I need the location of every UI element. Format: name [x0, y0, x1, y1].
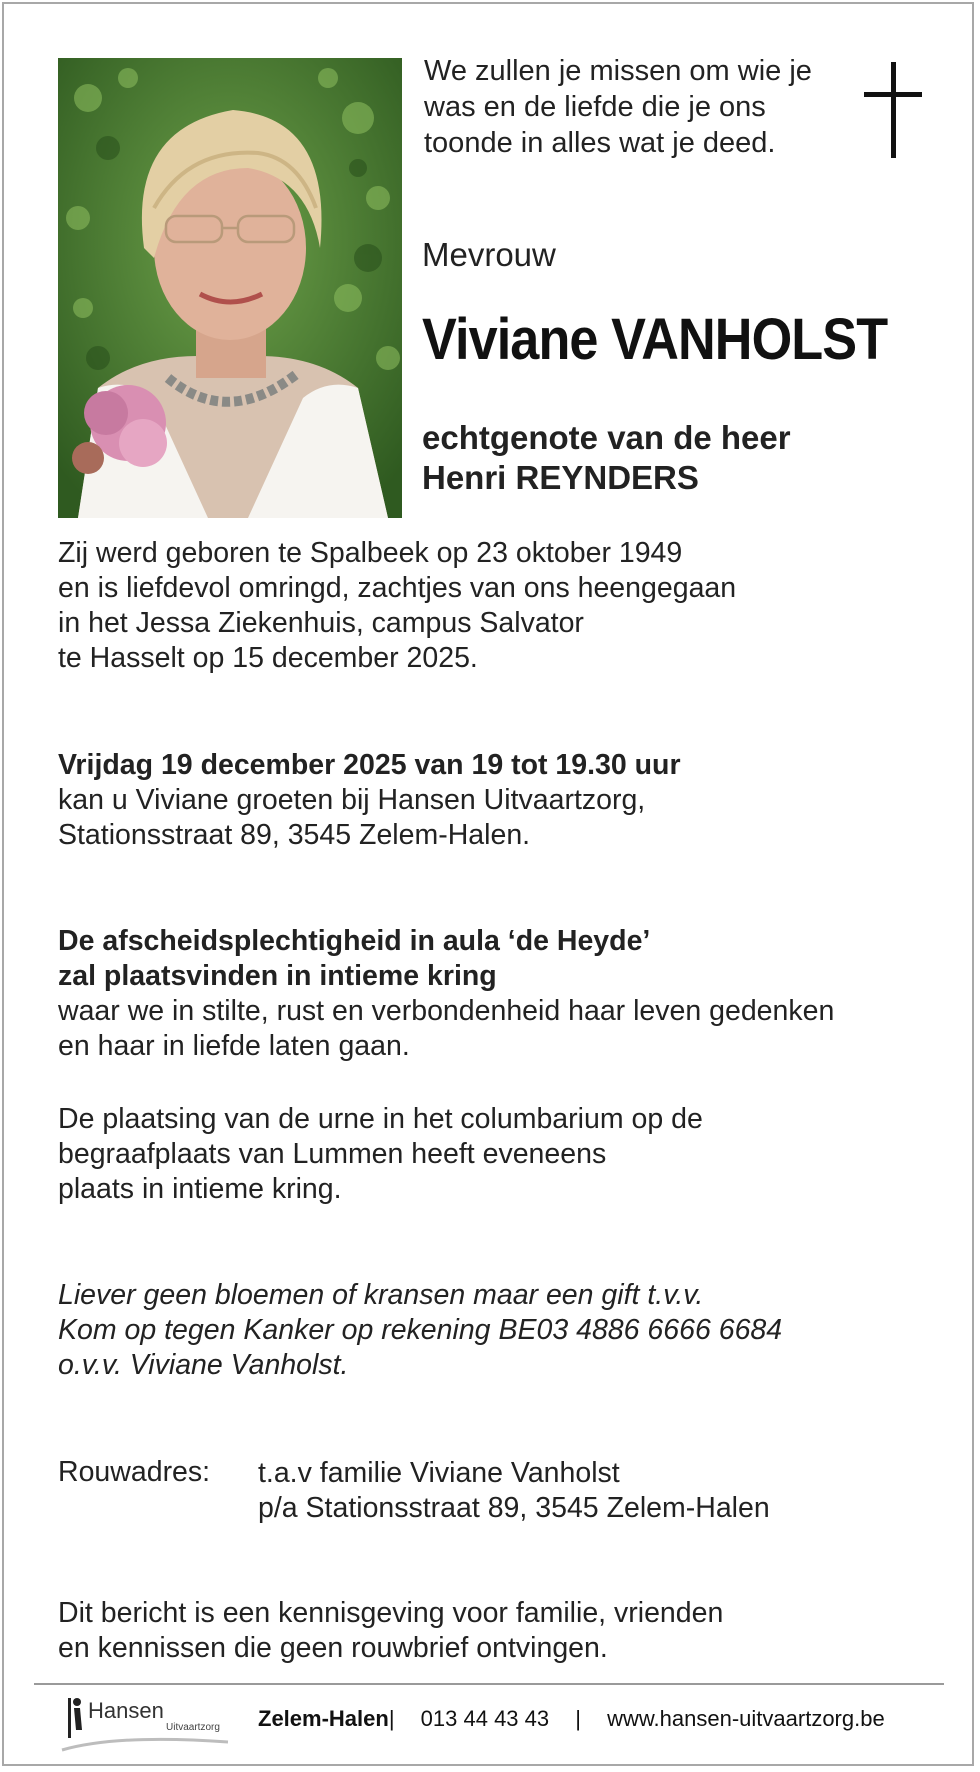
opening-quote — [424, 53, 844, 161]
quote-line: We zullen je missen om wie je — [424, 55, 812, 87]
footer-phone[interactable]: 013 44 43 43 — [420, 1706, 550, 1731]
text-line: Stationsstraat 89, 3545 Zelem-Halen. — [58, 819, 531, 851]
text-line: waar we in stilte, rust en verbondenheid haar leven gedenken — [58, 995, 835, 1027]
text-line: en haar in liefde laten gaan. — [58, 1030, 410, 1062]
text-line: Dit bericht is een kennisgeving voor familie, vrienden — [58, 1597, 724, 1629]
text-line: Zij werd geboren te Spalbeek op 23 oktober 1949 — [58, 537, 683, 569]
logo-subtitle: Uitvaartzorg — [166, 1722, 220, 1733]
deceased-name: Viviane VANHOLST — [422, 307, 888, 372]
ceremony-heading: zal plaatsvinden in intieme kring — [58, 960, 497, 992]
urn-block — [58, 1102, 703, 1207]
portrait-photo — [58, 58, 402, 518]
address-line: t.a.v familie Viviane Vanholst — [258, 1457, 620, 1489]
cross-icon — [864, 62, 922, 158]
visitation-heading: Vrijdag 19 december 2025 van 19 tot 19.30 uur — [58, 749, 681, 781]
footer-town: Zelem-Halen — [258, 1706, 389, 1731]
notice-block — [58, 1596, 723, 1666]
text-line: in het Jessa Ziekenhuis, campus Salvator — [58, 607, 584, 639]
text-line: plaats in intieme kring. — [58, 1173, 342, 1205]
footer-divider — [34, 1683, 944, 1685]
donation-block — [58, 1278, 782, 1383]
text-line: en kennissen die geen rouwbrief ontvingen. — [58, 1632, 608, 1664]
spouse-name: Henri REYNDERS — [422, 459, 699, 496]
ceremony-block — [58, 924, 834, 1064]
rouwadres-label: Rouwadres: — [58, 1456, 211, 1488]
visitation-block — [58, 748, 681, 853]
spouse-line: echtgenote van de heer — [422, 419, 791, 456]
spouse-info — [422, 418, 791, 498]
text-line: te Hasselt op 15 december 2025. — [58, 642, 478, 674]
quote-line: was en de liefde die je ons — [424, 91, 766, 123]
address-line: p/a Stationsstraat 89, 3545 Zelem-Halen — [258, 1492, 770, 1524]
ceremony-heading: De afscheidsplechtigheid in aula ‘de Heyde’ — [58, 925, 651, 957]
text-line: en is liefdevol omringd, zachtjes van ons heengegaan — [58, 572, 737, 604]
footer-website-link[interactable]: www.hansen-uitvaartzorg.be — [607, 1706, 885, 1731]
text-line: De plaatsing van de urne in het columbarium op de — [58, 1103, 703, 1135]
text-line: kan u Viviane groeten bij Hansen Uitvaartzorg, — [58, 784, 646, 816]
quote-line: toonde in alles wat je deed. — [424, 127, 776, 159]
rouwadres-address — [258, 1456, 770, 1526]
text-line: o.v.v. Viviane Vanholst. — [58, 1349, 349, 1381]
footer-separator: | — [388, 1706, 395, 1731]
hansen-logo — [58, 1690, 236, 1754]
text-line: begraafplaats van Lummen heeft eveneens — [58, 1138, 607, 1170]
text-line: Kom op tegen Kanker op rekening BE03 4886 6666 6684 — [58, 1314, 783, 1346]
title-prefix: Mevrouw — [422, 236, 556, 273]
logo-name: Hansen — [88, 1698, 164, 1723]
text-line: Liever geen bloemen of kransen maar een gift t.v.v. — [58, 1279, 704, 1311]
birth-block — [58, 536, 736, 676]
footer-separator: | — [575, 1706, 581, 1731]
footer-contact — [258, 1706, 885, 1732]
